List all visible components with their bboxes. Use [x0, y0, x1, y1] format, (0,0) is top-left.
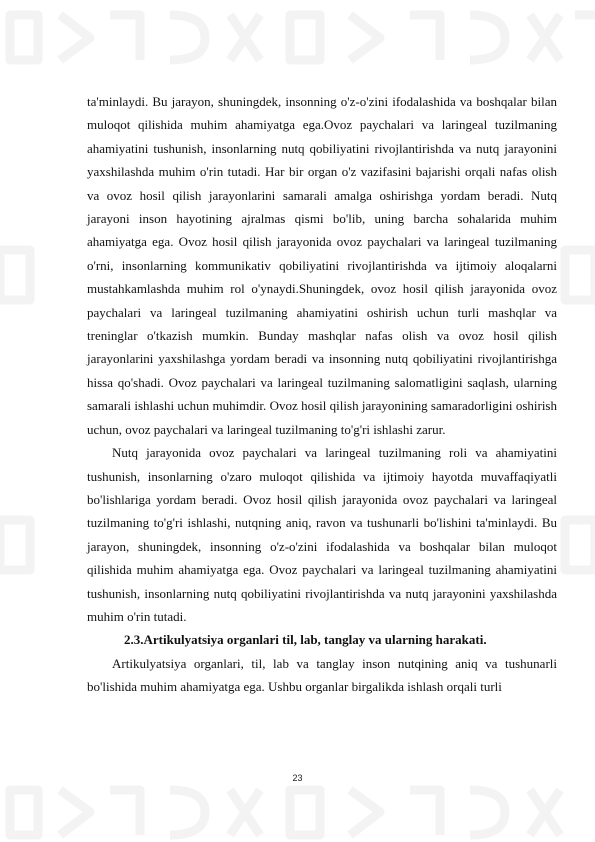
- body-text: [87, 90, 557, 699]
- page-number: 23: [292, 773, 303, 783]
- paragraph-2: Nutq jarayonida ovoz paychalari va laringeal tuzilmaning roli va ahamiyatini tushunish, insonlarning o'zaro muloqot qilishida va ijtimoiy hayotda muvaffaqiyatli bo'lishlariga yordam beradi. Ovoz hosil qilish jarayonida ovoz paychalari va laringeal tuzilmaning to'g'ri ishlashi, nutqning aniq, ravon va tushunarli bo'lishini ta'minlaydi. Bu jarayon, shuningdek, insonning o'z-o'zini ifodalashida va boshqalar bilan muloqot qilishida muhim ahamiyatga ega. Ovoz paychalari va laringeal tuzilmaning ahamiyatini tushunish, insonlarning nutq qobiliyatini rivojlantirishda va nutq jarayonini yaxshilashda muhim o'rin tutadi.: [87, 445, 557, 624]
- section-heading: 2.3.Artikulyatsiya organlari til, lab, tanglay va ularning harakati.: [124, 632, 487, 648]
- paragraph-3: Artikulyatsiya organlari, til, lab va tanglay inson nutqining aniq va tushunarli bo'lishida muhim ahamiyatga ega. Ushbu organlar birgalikda ishlash orqali turli: [87, 655, 557, 695]
- paragraph-1: ta'minlaydi. Bu jarayon, shuningdek, insonning o'z-o'zini ifodalashida va boshqalar bilan muloqot qilishida muhim ahamiyatga ega.Ovoz paychalari va laringeal tuzilmaning ahamiyatini tushunish, insonlarning nutq qobiliyatini rivojlantirishda va nutq jarayonini yaxshilashda muhim o'rin tutadi. Har bir organ o'z vazifasini bajarishi orqali nafas olish va ovoz hosil qilish jarayonlarini samarali amalga oshirishga yordam beradi. Nutq jarayoni inson hayotining ajralmas qismi bo'lib, uning barcha sohalarida muhim ahamiyatga ega. Ovoz hosil qilish jarayonida ovoz paychalari va laringeal tuzilmaning o'rni, insonlarning kommunikativ qobiliyatini rivojlantirishda va ijtimoiy aloqalarni mustahkamlashda muhim rol o'ynaydi.Shuningdek, ovoz hosil qilish jarayonida ovoz paychalari va laringeal tuzilmaning ahamiyatini oshirish uchun turli mashqlar va treninglar o'tkazish mumkin. Bunday mashqlar nafas olish va ovoz hosil qilish jarayonlarini yaxshilashga yordam beradi va insonning nutq qobiliyatini rivojlantirishga hissa qo'shadi. Ovoz paychalari va laringeal tuzilmaning salomatligini saqlash, ularning samarali ishlashi uchun muhimdir. Ovoz hosil qilish jarayonining samaradorligini oshirish uchun, ovoz paychalari va laringeal tuzilmaning to'g'ri ishlashi zarur.: [87, 94, 557, 437]
